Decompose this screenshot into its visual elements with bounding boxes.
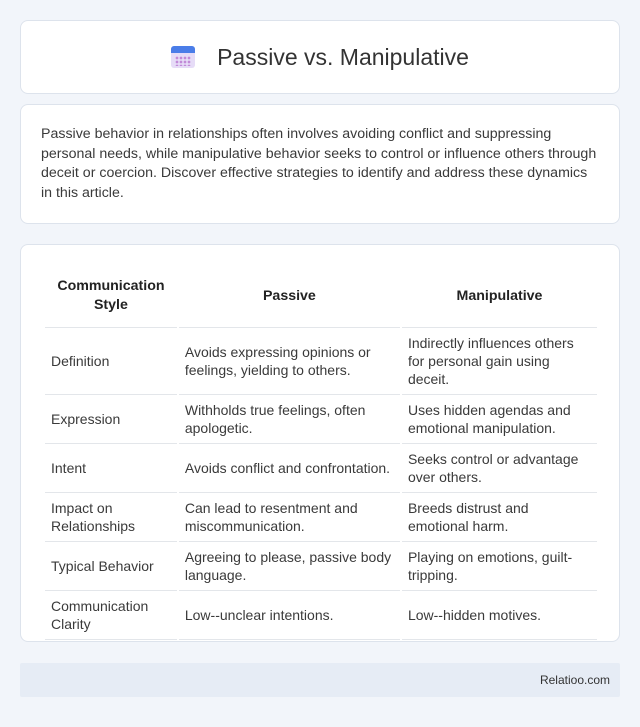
row-label: Impact on Relationships: [45, 493, 177, 542]
table-row: [45, 591, 597, 640]
comparison-table: [43, 265, 599, 640]
footer-site: Relatioo.com: [539, 673, 610, 687]
header-manipulative: Manipulative: [402, 265, 597, 328]
passive-cell: Avoids expressing opinions or feelings, yielding to others.: [179, 328, 400, 395]
row-label: Intent: [45, 444, 177, 493]
title-card: [20, 20, 620, 94]
intro-text: Passive behavior in relationships often involves avoiding conflict and suppressing personal needs, while manipulative behavior seeks to control or influence others through deceit or coercion. Discover effective strategies to identify and address these dynamics in this article.: [41, 126, 597, 201]
table-header-row: [45, 265, 597, 328]
manipulative-cell: Indirectly influences others for personal gain using deceit.: [402, 328, 597, 395]
row-label: Typical Behavior: [45, 542, 177, 591]
calendar-icon: [171, 45, 195, 69]
passive-cell: Avoids conflict and confrontation.: [179, 444, 400, 493]
comparison-card: [20, 244, 620, 642]
passive-cell: Low--unclear intentions.: [179, 591, 400, 640]
footer: [20, 663, 620, 697]
table-row: [45, 328, 597, 395]
intro-card: [20, 104, 620, 224]
table-row: [45, 395, 597, 444]
passive-cell: Can lead to resentment and miscommunication.: [179, 493, 400, 542]
passive-cell: Agreeing to please, passive body language.: [179, 542, 400, 591]
table-row: [45, 493, 597, 542]
manipulative-cell: Uses hidden agendas and emotional manipulation.: [402, 395, 597, 444]
header-passive: Passive: [179, 265, 400, 328]
table-row: [45, 542, 597, 591]
page-title: Passive vs. Manipulative: [217, 43, 469, 70]
title-wrap: [171, 44, 469, 71]
header-communication-style: Communication Style: [45, 265, 177, 328]
row-label: Communication Clarity: [45, 591, 177, 640]
table-row: [45, 444, 597, 493]
manipulative-cell: Low--hidden motives.: [402, 591, 597, 640]
passive-cell: Withholds true feelings, often apologetic.: [179, 395, 400, 444]
manipulative-cell: Breeds distrust and emotional harm.: [402, 493, 597, 542]
manipulative-cell: Seeks control or advantage over others.: [402, 444, 597, 493]
manipulative-cell: Playing on emotions, guilt-tripping.: [402, 542, 597, 591]
row-label: Expression: [45, 395, 177, 444]
row-label: Definition: [45, 328, 177, 395]
